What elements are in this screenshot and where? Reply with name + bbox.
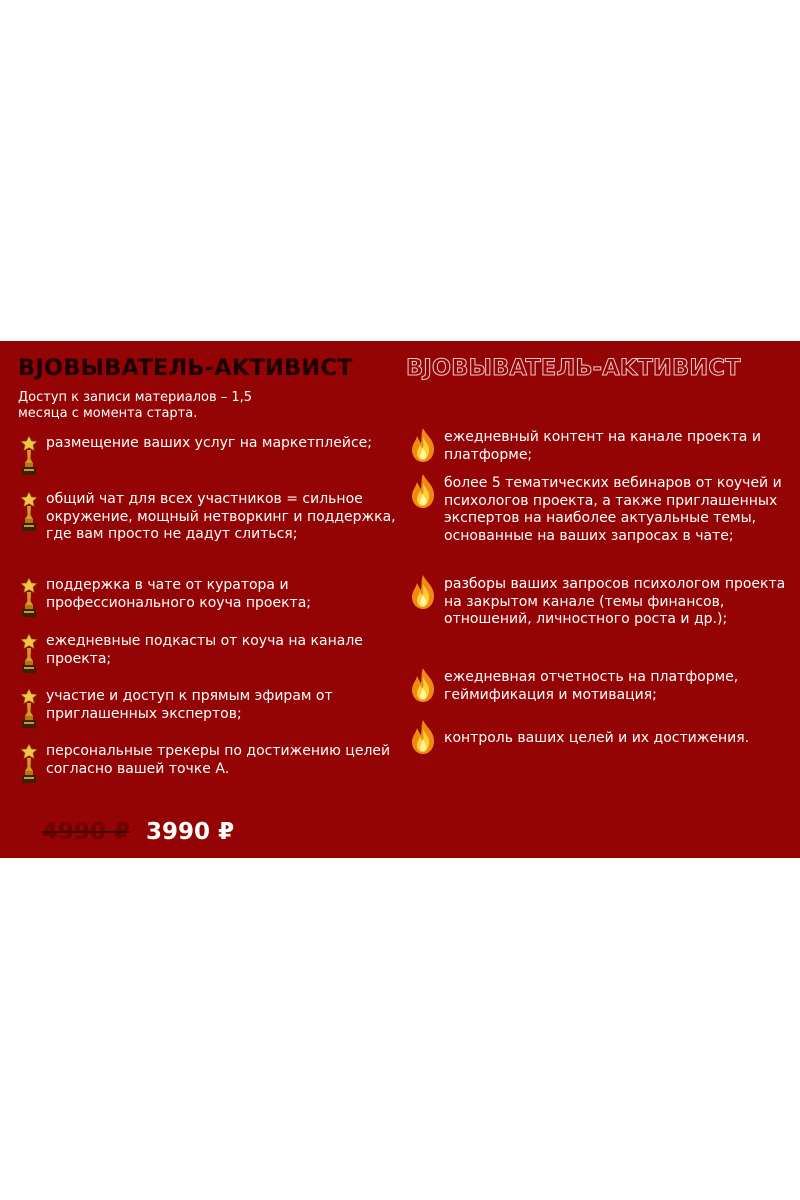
list-item <box>16 491 396 577</box>
features-list-right <box>408 427 793 759</box>
trophy-icon <box>16 743 46 789</box>
price-block <box>42 819 234 845</box>
feature-text: ежедневные подкасты от коуча на канале проекта; <box>46 633 363 667</box>
feature-text: участие и доступ к прямым эфирам от приглашенных экспертов; <box>46 688 333 722</box>
list-item <box>16 688 396 743</box>
new-price: 3990 ₽ <box>146 819 235 845</box>
fire-icon <box>408 473 444 513</box>
feature-text: ежедневный контент на канале проекта и платформе; <box>444 429 761 463</box>
plan-title-outline: BJOBЫBATEЛЬ-AKTИBИCT <box>406 355 741 381</box>
features-list-left <box>16 435 396 799</box>
old-price: 4990 ₽ <box>42 819 131 845</box>
feature-text: разборы ваших запросов психологом проекта на закрытом канале (темы финансов, отношений, личностного роста и др.); <box>444 576 786 627</box>
feature-text: более 5 тематических вебинаров от коучей и психологов проекта, а также приглашенных экспертов на наиболее актуальные темы, основанные на ваших запросах в чате; <box>444 475 782 544</box>
fire-icon <box>408 719 444 759</box>
list-item <box>408 427 793 473</box>
access-subtitle: Доступ к записи материалов – 1,5 месяца с момента старта. <box>18 390 253 421</box>
fire-icon <box>408 574 444 614</box>
trophy-icon <box>16 491 46 537</box>
fire-icon <box>408 427 444 467</box>
feature-text: общий чат для всех участников = сильное окружение, мощный нетворкинг и поддержка, где вам просто не дадут слиться; <box>46 491 396 542</box>
trophy-icon <box>16 633 46 679</box>
feature-text: размещение ваших услуг на маркетплейсе; <box>46 435 372 451</box>
feature-text: персональные трекеры по достижению целей согласно вашей точке А. <box>46 743 391 777</box>
feature-text: ежедневная отчетность на платформе, геймификация и мотивация; <box>444 669 739 703</box>
list-item <box>16 577 396 633</box>
fire-icon <box>408 667 444 707</box>
list-item <box>408 574 793 667</box>
offer-banner <box>0 341 800 858</box>
trophy-icon <box>16 435 46 481</box>
list-item <box>16 743 396 799</box>
list-item <box>408 719 793 759</box>
list-item <box>408 667 793 719</box>
plan-title: BJOBЫBATEЛЬ-AKTИBИCT <box>18 355 353 381</box>
list-item <box>16 633 396 688</box>
feature-text: контроль ваших целей и их достижения. <box>444 730 750 746</box>
trophy-icon <box>16 577 46 623</box>
trophy-icon <box>16 688 46 734</box>
feature-text: поддержка в чате от куратора и профессионального коуча проекта; <box>46 577 312 611</box>
list-item <box>16 435 396 491</box>
list-item <box>408 473 793 574</box>
